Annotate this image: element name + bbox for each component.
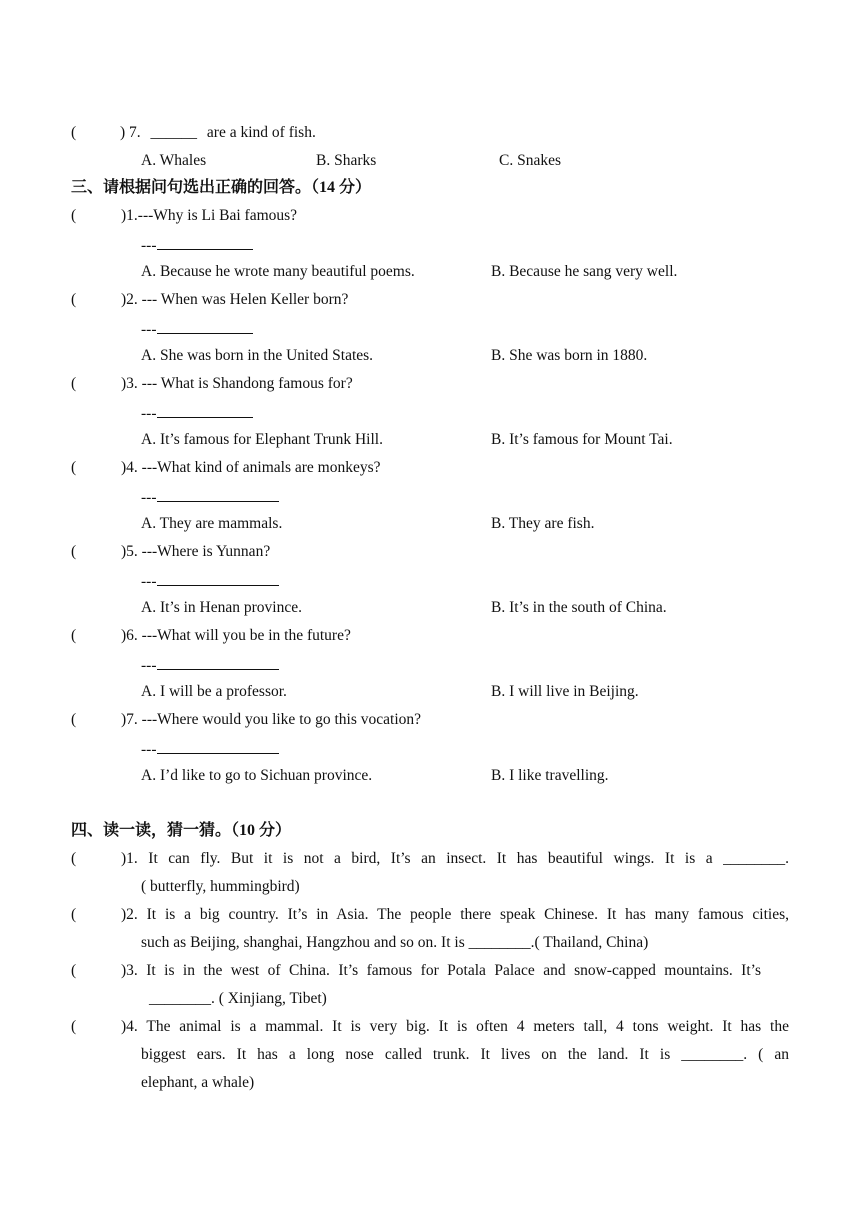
option-c: C. Snakes [499, 152, 561, 169]
question-paren: ( [71, 291, 77, 308]
option-b: B. It’s famous for Mount Tai. [491, 431, 673, 448]
answer-dash-line [141, 654, 279, 676]
option-a: A. It’s famous for Elephant Trunk Hill. [141, 431, 383, 448]
option-a: A. They are mammals. [141, 515, 283, 532]
riddle-line: such as Beijing, shanghai, Hangzhou and so on. It is ________.( Thailand, China) [141, 934, 649, 951]
riddle-line: )2. It is a big country. It’s in Asia. The people there speak Chinese. It has many famous cities, [121, 906, 789, 923]
option-b: B. They are fish. [491, 515, 595, 532]
question-paren: ( [71, 543, 77, 560]
answer-dash: --- [141, 573, 157, 590]
option-b: B. Sharks [316, 152, 377, 169]
question-number: ) 7. [120, 124, 141, 141]
riddle-line: biggest ears. It has a long nose called trunk. It lives on the land. It is ________. ( an [141, 1046, 789, 1063]
answer-dash: --- [141, 405, 157, 422]
answer-dash-line [141, 738, 279, 760]
option-a: A. Because he wrote many beautiful poems. [141, 263, 415, 280]
question-paren: ( [71, 906, 77, 923]
answer-blank [157, 570, 279, 586]
answer-dash: --- [141, 657, 157, 674]
option-b: B. Because he sang very well. [491, 263, 678, 280]
section-3-heading [71, 178, 371, 198]
question-text: are a kind of fish. [206, 124, 316, 141]
question-paren: ( [71, 459, 77, 476]
answer-dash: --- [141, 741, 157, 758]
question-line [120, 123, 316, 143]
option-b: B. I will live in Beijing. [491, 683, 639, 700]
option-a: A. She was born in the United States. [141, 347, 374, 364]
answer-dash-line [141, 318, 253, 340]
riddle-line: elephant, a whale) [141, 1074, 255, 1091]
answer-dash: --- [141, 489, 157, 506]
answer-blank [157, 486, 279, 502]
section-points: （10 分） [231, 822, 292, 839]
answer-dash-line [141, 234, 253, 256]
answer-blank [157, 738, 279, 754]
answer-blank: ______ [150, 124, 198, 141]
option-b: B. She was born in 1880. [491, 347, 648, 364]
section-4-heading [71, 821, 291, 841]
question-text: )3. --- What is Shandong famous for? [121, 375, 353, 392]
option-a: A. It’s in Henan province. [141, 599, 302, 616]
question-paren: ( [71, 627, 77, 644]
question-text: )4. ---What kind of animals are monkeys? [121, 459, 381, 476]
answer-dash-line [141, 402, 253, 424]
question-text: )5. ---Where is Yunnan? [121, 543, 271, 560]
answer-blank [157, 654, 279, 670]
riddle-line: ________. ( Xinjiang, Tibet) [149, 990, 327, 1007]
answer-dash: --- [141, 237, 157, 254]
riddle-line: )4. The animal is a mammal. It is very big. It is often 4 meters tall, 4 tons weight. It has the [121, 1018, 789, 1035]
question-paren: ( [71, 207, 77, 224]
question-text: )7. ---Where would you like to go this vocation? [121, 711, 422, 728]
answer-dash-line [141, 486, 279, 508]
question-paren: ( [71, 375, 77, 392]
option-b: B. I like travelling. [491, 767, 609, 784]
section-points: （14 分） [311, 179, 372, 196]
answer-blank [157, 318, 253, 334]
question-text: )2. --- When was Helen Keller born? [121, 291, 349, 308]
answer-dash: --- [141, 321, 157, 338]
riddle-line: ( butterfly, hummingbird) [141, 878, 300, 895]
option-b: B. It’s in the south of China. [491, 599, 667, 616]
question-text: )6. ---What will you be in the future? [121, 627, 351, 644]
option-a: A. I will be a professor. [141, 683, 287, 700]
question-paren: ( [71, 962, 77, 979]
riddle-line: )3. It is in the west of China. It’s famous for Potala Palace and snow-capped mountains. It’s [121, 962, 761, 979]
option-a: A. Whales [141, 152, 207, 169]
question-paren: ( [71, 711, 77, 728]
section-title: 三、请根据问句选出正确的回答。 [71, 179, 312, 196]
question-paren: ( [71, 1018, 77, 1035]
question-paren: ( [71, 850, 77, 867]
question-text: )1.---Why is Li Bai famous? [121, 207, 298, 224]
answer-blank [157, 402, 253, 418]
option-a: A. I’d like to go to Sichuan province. [141, 767, 373, 784]
answer-dash-line [141, 570, 279, 592]
riddle-line: )1. It can fly. But it is not a bird, It’s an insect. It has beautiful wings. It is a ________. [121, 850, 789, 867]
question-paren: ( [71, 124, 77, 141]
section-title: 四、读一读，猜一猜。 [71, 822, 232, 839]
answer-blank [157, 234, 253, 250]
